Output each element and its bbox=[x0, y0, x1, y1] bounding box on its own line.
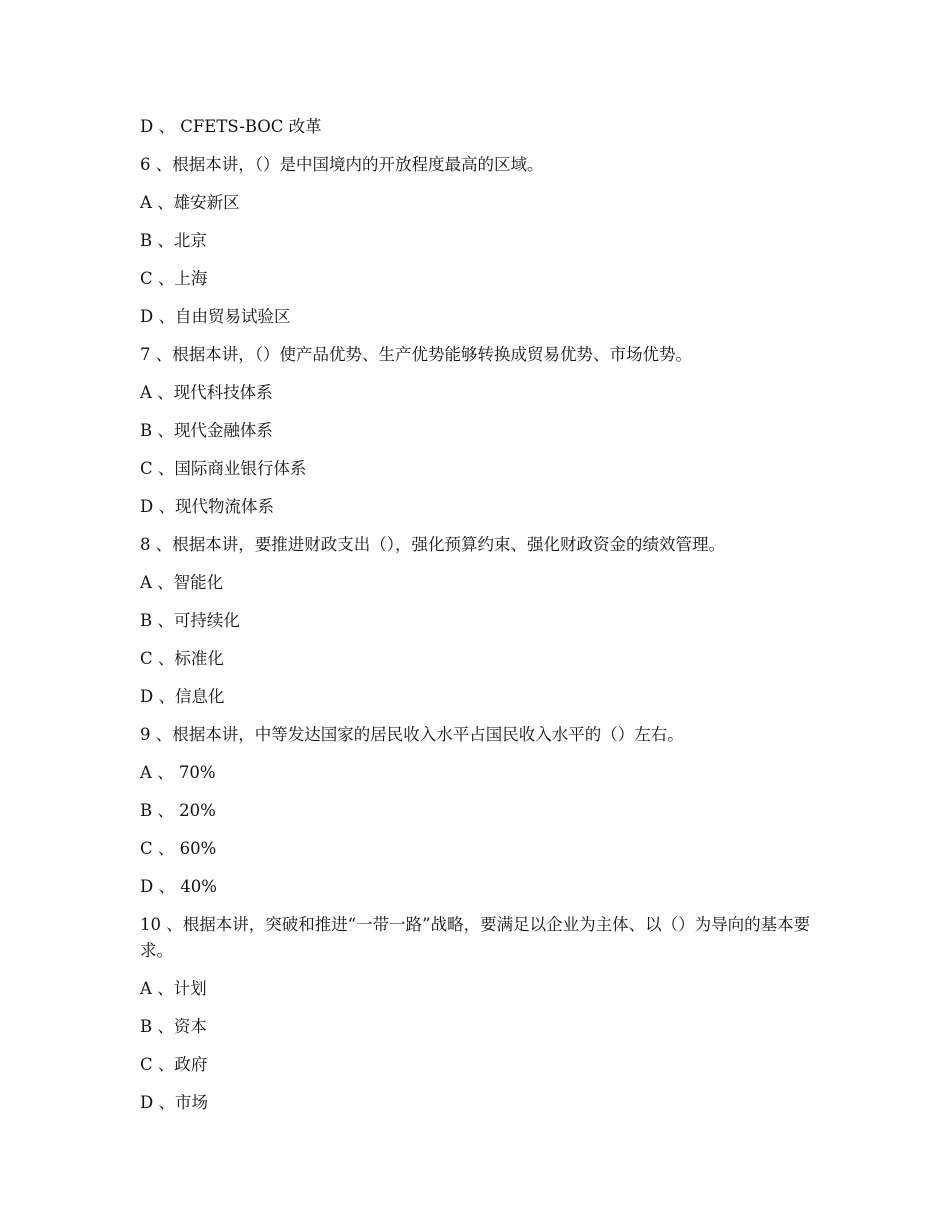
option-q9-d: D 、 40% bbox=[140, 877, 217, 896]
document-page bbox=[140, 108, 820, 1122]
option-q7-d: D 、现代物流体系 bbox=[140, 497, 274, 516]
option-q9-a: A 、 70% bbox=[140, 763, 216, 782]
option-q10-b: B 、资本 bbox=[140, 1017, 207, 1036]
option-q7-a: A 、现代科技体系 bbox=[140, 383, 273, 402]
option-q5-d: D 、 CFETS-BOC 改革 bbox=[140, 117, 322, 136]
option-q8-a: A 、智能化 bbox=[140, 573, 224, 592]
option-q7-c: C 、国际商业银行体系 bbox=[140, 459, 307, 478]
option-q10-c: C 、政府 bbox=[140, 1055, 208, 1074]
option-q7-b: B 、现代金融体系 bbox=[140, 421, 273, 440]
option-q6-c: C 、上海 bbox=[140, 269, 208, 288]
option-q6-a: A 、雄安新区 bbox=[140, 193, 240, 212]
question-6: 6 、根据本讲，（）是中国境内的开放程度最高的区域。 bbox=[140, 155, 544, 174]
option-q9-c: C 、 60% bbox=[140, 839, 217, 858]
option-q8-b: B 、可持续化 bbox=[140, 611, 240, 630]
option-q10-a: A 、计划 bbox=[140, 979, 207, 998]
option-q10-d: D 、市场 bbox=[140, 1093, 208, 1112]
option-q6-b: B 、北京 bbox=[140, 231, 207, 250]
option-q6-d: D 、自由贸易试验区 bbox=[140, 307, 291, 326]
question-9: 9 、根据本讲，中等发达国家的居民收入水平占国民收入水平的（）左右。 bbox=[140, 725, 684, 744]
option-q9-b: B 、 20% bbox=[140, 801, 216, 820]
question-7: 7 、根据本讲，（）使产品优势、生产优势能够转换成贸易优势、市场优势。 bbox=[140, 345, 692, 364]
option-q8-d: D 、信息化 bbox=[140, 687, 225, 706]
question-10: 10 、根据本讲，突破和推进“一带一路”战略，要满足以企业为主体、以（）为导向的基本要求。 bbox=[140, 915, 811, 960]
question-8: 8 、根据本讲，要推进财政支出（），强化预算约束、强化财政资金的绩效管理。 bbox=[140, 535, 725, 554]
option-q8-c: C 、标准化 bbox=[140, 649, 224, 668]
